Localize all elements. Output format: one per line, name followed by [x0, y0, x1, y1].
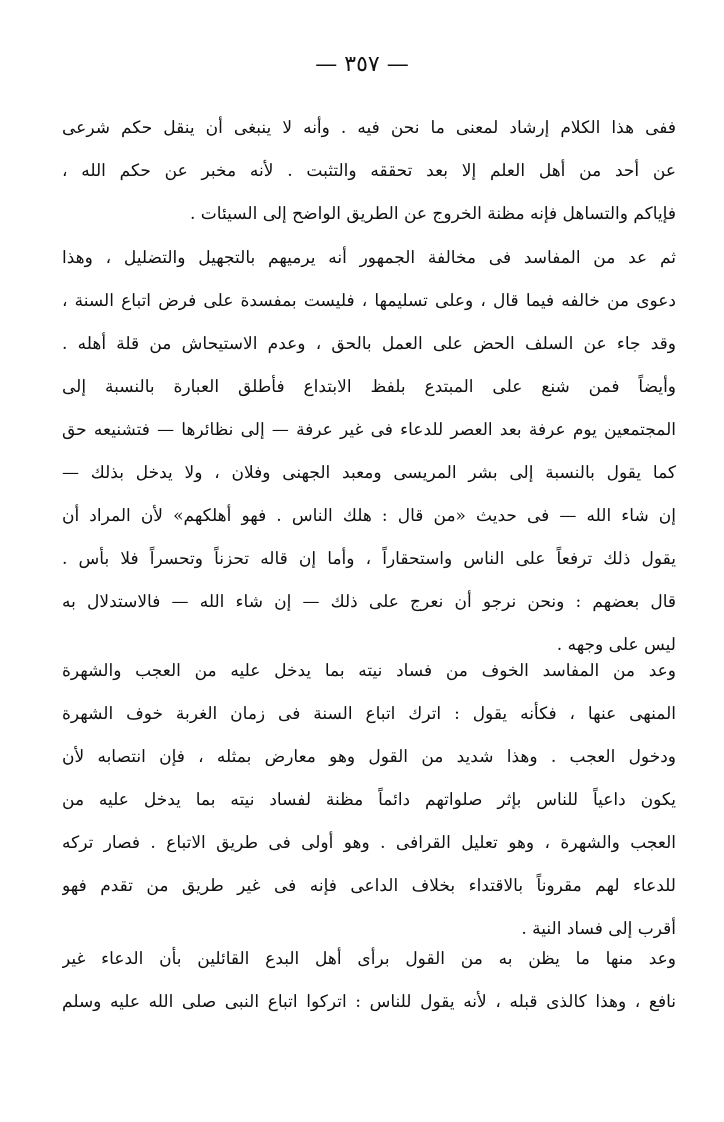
text-line: العجب والشهرة ، وهو تعليل القرافى . وهو أولى فى طريق الاتباع . فصار تركه: [62, 833, 676, 853]
text-line: يكون داعياً للناس بإثر صلواتهم دائماً مظنة لفساد نيته بما يدخل عليه من: [62, 790, 676, 810]
paragraph-2: [62, 237, 676, 366]
text-line: يقول ذلك ترفعاً على الناس واستحقاراً ، وأما إن قاله تحزناً وتحسراً فلا بأس .: [62, 549, 676, 569]
text-line: إن شاء الله — فى حديث «من قال : هلك الناس . فهو أهلكهم» لأن المراد أن: [62, 506, 676, 526]
text-line: نافع ، وهذا كالذى قبله ، لأنه يقول للناس : اتركوا اتباع النبى صلى الله عليه وسلم: [62, 992, 676, 1012]
text-line: للدعاء لهم مقروناً بالاقتداء بخلاف الداعى فإنه فى غير طريق من تقدم فهو: [62, 876, 676, 896]
text-line: عن أحد من أهل العلم إلا بعد تحققه والتثبت . لأنه مخبر عن حكم الله ،: [62, 161, 676, 181]
paragraph-3: [62, 366, 676, 667]
text-line: المجتمعين يوم عرفة بعد العصر للدعاء فى غير عرفة — إلى نظائرها — فتشنيعه حق: [62, 420, 676, 440]
text-line: دعوى من خالفه فيما قال ، وعلى تسليمها ، فليست بمفسدة على فرض اتباع السنة ،: [62, 291, 676, 311]
text-line: ليس على وجهه .: [556, 635, 676, 655]
text-line: وعد من المفاسد الخوف من فساد نيته بما يدخل عليه من العجب والشهرة: [62, 661, 676, 681]
text-line: أقرب إلى فساد النية .: [521, 919, 676, 939]
text-line: ودخول العجب . وهذا شديد من القول وهو معارض بمثله ، فإن انتصابه لأن: [62, 747, 676, 767]
paragraph-5: [62, 938, 676, 1024]
text-line: وقد جاء عن السلف الحض على العمل بالحق ، وعدم الاستيحاش من قلة أهله .: [62, 334, 676, 354]
text-line: وعد منها ما يظن به من القول برأى أهل البدع القائلين بأن الدعاء غير: [62, 949, 676, 969]
text-line: ثم عد من المفاسد فى مخالفة الجمهور أنه يرميهم بالتجهيل والتضليل ، وهذا: [62, 248, 676, 268]
text-line: قال بعضهم : ونحن نرجو أن نعرج على ذلك — إن شاء الله — فالاستدلال به: [62, 592, 676, 612]
text-line: وأيضاً فمن شنع على المبتدع بلفظ الابتداع فأطلق العبارة بالنسبة إلى: [62, 377, 676, 397]
text-line: كما يقول بالنسبة إلى بشر المريسى ومعبد الجهنى وفلان ، ولا يدخل بذلك —: [62, 463, 676, 483]
page-number: — ٣٥٧ —: [315, 52, 409, 77]
paragraph-4: [62, 650, 676, 951]
text-line: ففى هذا الكلام إرشاد لمعنى ما نحن فيه . وأنه لا ينبغى أن ينقل حكم شرعى: [62, 118, 676, 138]
text-line: فإياكم والتساهل فإنه مظنة الخروج عن الطريق الواضح إلى السيئات .: [189, 204, 676, 224]
paragraph-1: [62, 107, 676, 236]
text-line: المنهى عنها ، فكأنه يقول : اترك اتباع السنة فى زمان الغربة خوف الشهرة: [62, 704, 676, 724]
